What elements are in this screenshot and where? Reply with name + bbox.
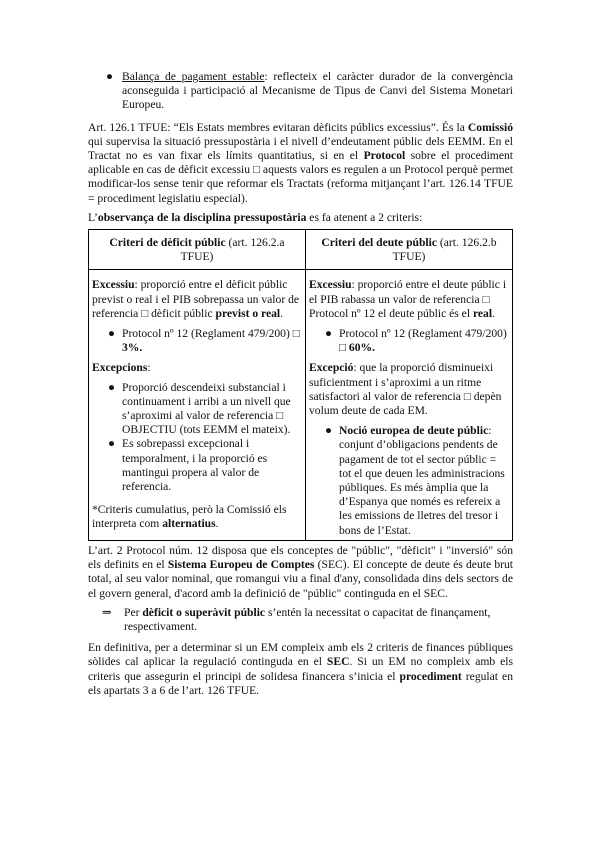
bullet-icon: ●	[325, 424, 333, 438]
text: L’art. 2 Protocol núm. 12 disposa que els conceptes de "públic", "dèficit" i "inversió" són els definits en el	[88, 543, 513, 572]
bullet-icon: ●	[108, 380, 116, 394]
bold: previst o real	[215, 306, 281, 320]
criteris-note	[92, 503, 302, 531]
bold: 60%.	[348, 341, 375, 355]
bold: alternatius	[162, 517, 216, 531]
table-header-deute	[306, 230, 513, 270]
text: .	[280, 306, 284, 320]
bullet-icon: ●	[108, 327, 116, 341]
text: Protocol nº 12 (Reglament 479/200) □	[122, 327, 300, 341]
text: Protocol nº 12 (Reglament 479/200) □	[339, 327, 507, 355]
text: . Si un EM no compleix amb els criteris que assegurin el principi de solidesa financera s’inicia el	[88, 655, 513, 683]
deute-excessiu	[309, 278, 509, 321]
bullet-label: Balança de pagament estable	[122, 70, 265, 83]
bold-sec: SEC	[326, 655, 350, 669]
text: qui supervisa la situació pressupostària i el nivell d’endeutament públic dels EEMM. En el Tractat no es van fixar els límits quantitatius, si en el	[88, 134, 513, 163]
text: Es sobrepassi excepcional i temporalment, i la proporció es mantingui propera al valor de referencia.	[122, 437, 268, 494]
list-item	[92, 327, 302, 355]
list-item	[309, 424, 509, 538]
text: : que la proporció disminueixi suficientment i s’aproximi a un ritme satisfactori al valor de referencia □ depèn volum deute de cada EM.	[309, 361, 502, 418]
bold-comissio: Comissió	[467, 120, 513, 134]
bold: dèficit o superàvit públic	[142, 605, 266, 619]
text: .	[215, 517, 219, 531]
list-item	[92, 437, 302, 494]
bullet-icon: ●	[108, 437, 116, 451]
header-text: (art. 126.2.a TFUE)	[180, 236, 285, 264]
text: es fa atenent a 2 criteris:	[306, 210, 423, 224]
bullet-text: : reflecteix el caràcter durador de la convergència aconseguida i participació al Mecanisme de Tipus de Canvi del Sistema Monetari Europeu.	[122, 70, 513, 112]
label: Excessiu	[309, 278, 352, 292]
text: : conjunt d’obligacions pendents de pagament de tot el sector públic = tot el que deuen les administracions públiques. Es més àmplia que la d’Espanya que només es refereix a les emissions de lletres del tresor i bons de l’Estat.	[339, 424, 505, 537]
text: :	[147, 361, 151, 375]
text: Art. 126.1 TFUE: “Els Estats membres evitaran dèficits públics excessius”. És la	[88, 120, 468, 134]
list-item	[309, 327, 509, 355]
text: L’	[88, 210, 98, 224]
label: Excepció	[309, 361, 354, 375]
text: *Criteris cumulatius, però la Comissió els interpreta com	[92, 503, 287, 531]
arrow-right-icon: ⇒	[102, 605, 112, 619]
bullet-icon: ●	[325, 327, 333, 341]
bold-procediment: procediment	[399, 669, 462, 683]
header-bold: Criteri del deute públic	[321, 236, 438, 250]
bullet-balanca	[88, 70, 513, 113]
bold-observanca: observança de la disciplina pressupostària	[97, 210, 307, 224]
bold-sec: Sistema Europeu de Comptes	[167, 558, 315, 572]
header-text: (art. 126.2.b TFUE)	[392, 236, 497, 264]
table-cell-deute	[306, 270, 513, 540]
text: (SEC). El concepte de deute és deute brut total, al seu valor nominal, que romangui viu a final d'any, consolidada dins dels sectors de el govern general, d'acord amb la definició de "públic" continguda en el SEC.	[88, 558, 513, 600]
bold: real	[472, 306, 493, 320]
paragraph-art-126	[88, 121, 513, 206]
deute-excepcio	[309, 361, 509, 418]
bold-protocol: Protocol	[363, 149, 406, 163]
label: Excessiu	[92, 278, 135, 292]
text: : proporció entre el dèficit públic previst o real i el PIB sobrepassa un valor de referencia □ dèficit públic	[92, 278, 300, 320]
text: Proporció descendeixi substancial i continuament i arribi a un nivell que s’aproximi al valor de referencia □ OBJECTIU (tots EEMM el mateix).	[122, 380, 291, 437]
deficit-excessiu	[92, 278, 302, 321]
text: : proporció entre el deute públic i el PIB rabassa un valor de referencia □ Protocol nº 12 el deute públic és el	[309, 278, 507, 320]
header-bold: Criteri de dèficit públic	[109, 236, 226, 250]
paragraph-observanca	[88, 211, 513, 225]
paragraph-definitiva	[88, 641, 513, 698]
text: sobre el procediment aplicable en cas de dèficit excessiu □ aquests valors es regulen a un Protocol perquè permet modificar-los sense tenir que reformar els Tractats (reforma mitjançant l’art. 126.14 TFUE = procediment legislatiu especial).	[88, 149, 513, 205]
bold: 3%.	[122, 341, 143, 355]
excepcions-heading	[92, 361, 302, 375]
label: Excepcions	[92, 361, 148, 375]
criteria-table	[88, 229, 513, 541]
text: regulat en els apartats 3 a 6 de l’art. 126 TFUE.	[88, 669, 513, 697]
bold: Noció europea de deute públic	[339, 424, 489, 438]
text: Per	[124, 605, 143, 619]
bullet-icon: ●	[106, 70, 114, 83]
list-item	[92, 381, 302, 438]
document-page	[88, 70, 513, 698]
text: s’entén la necessitat o capacitat de finançament, respectivament.	[124, 605, 491, 633]
text: .	[492, 306, 495, 320]
table-header-deficit	[89, 230, 306, 270]
paragraph-sec	[88, 544, 513, 601]
table-cell-deficit	[89, 270, 306, 540]
arrow-item-deficit	[88, 606, 513, 634]
text: En definitiva, per a determinar si un EM compleix amb els 2 criteris de finances públiques sòlides cal aplicar la regulació continguda en el	[88, 641, 513, 669]
